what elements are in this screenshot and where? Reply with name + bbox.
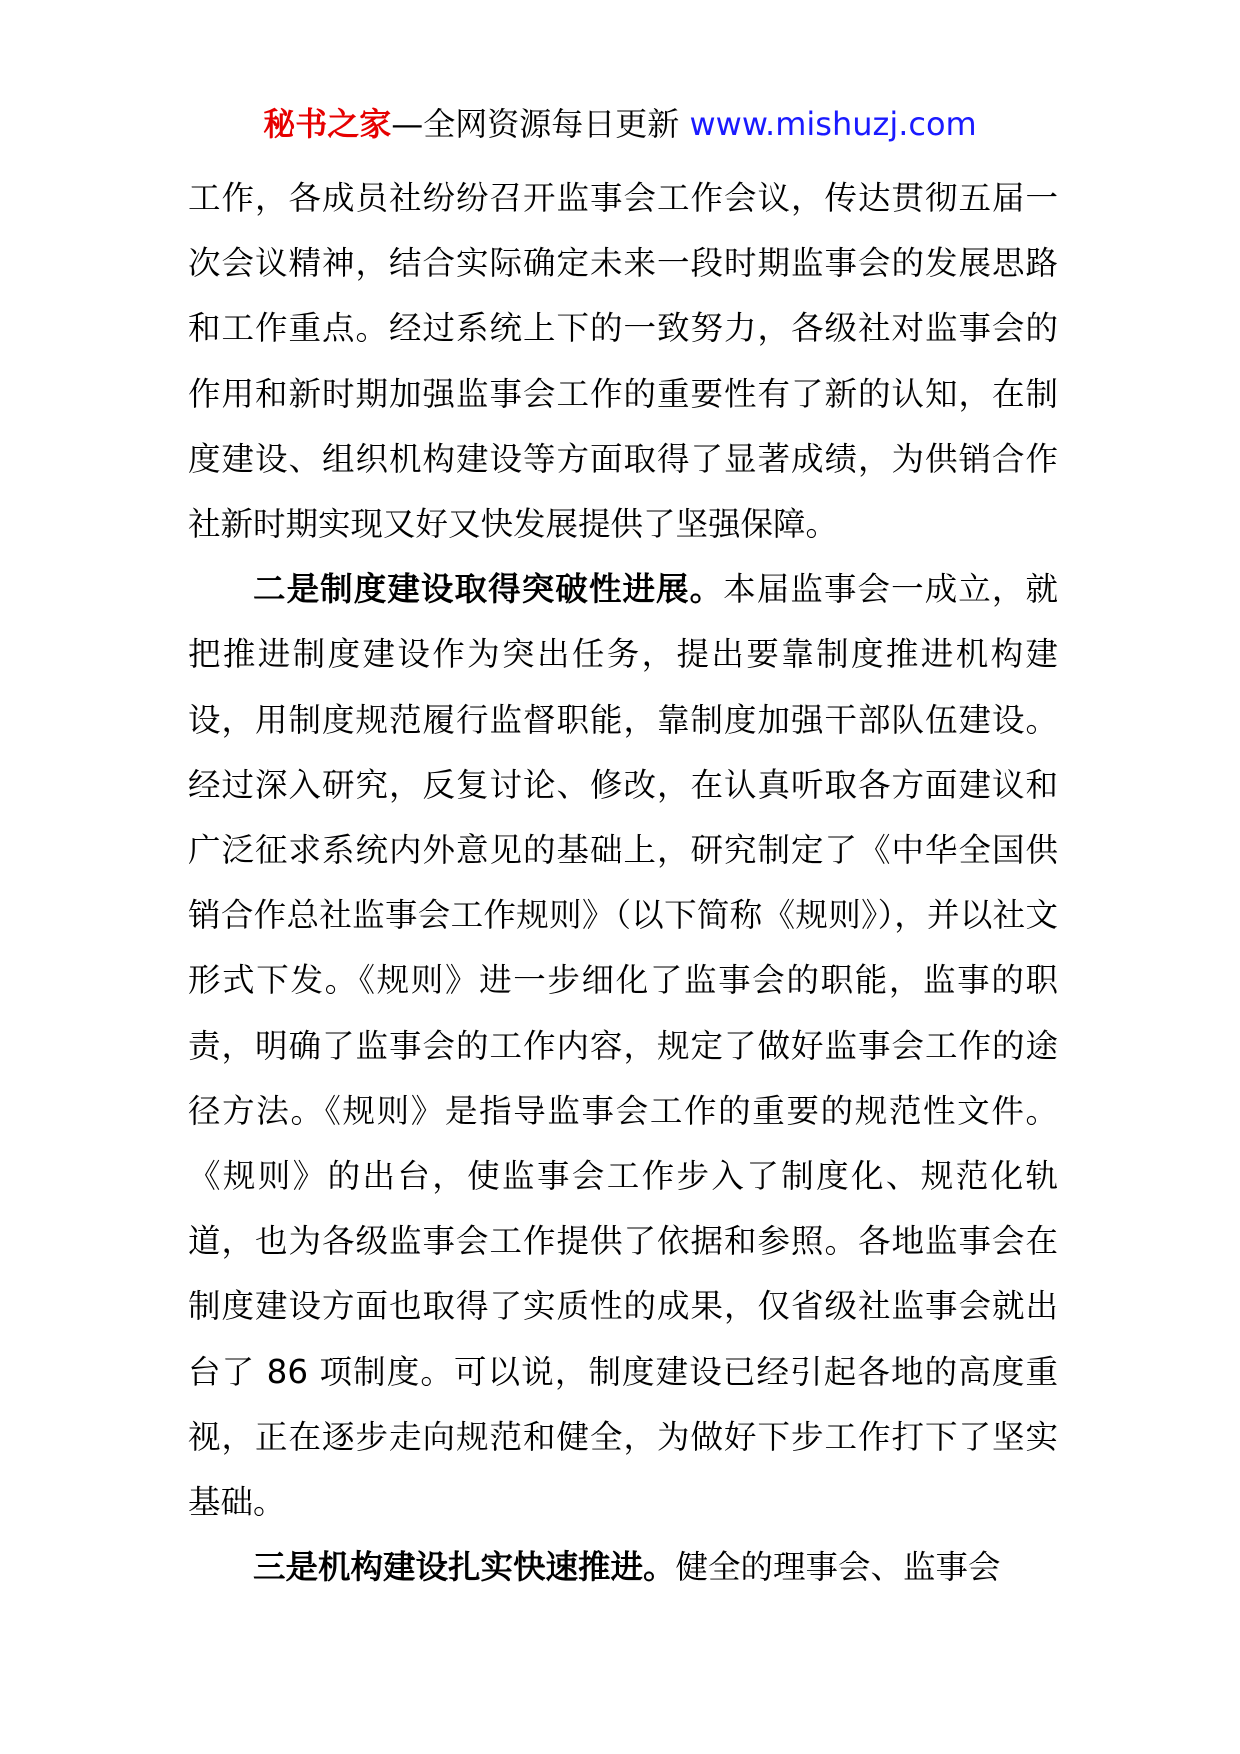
paragraph-continuation [188, 166, 1058, 557]
paragraph-institution-building [188, 557, 1058, 1535]
paragraph-text: 健全的理事会、监事会 [675, 1548, 1001, 1587]
header-brand: 秘书之家 [263, 105, 392, 143]
paragraph-organization-building [188, 1535, 1058, 1600]
paragraph-text: 本届监事会一成立，就把推进制度建设作为突出任务，提出要靠制度推进机构建设，用制度规范履行监督职能，靠制度加强干部队伍建设。经过深入研究，反复讨论、修改，在认真听取各方面建议和广泛征求系统内外意见的基础上，研究制定了《中华全国供销合作总社监事会工作规则》（以下简称《规则》），并以社文形式下发。《规则》进一步细化了监事会的职能，监事的职责，明确了监事会的工作内容，规定了做好监事会工作的途径方法。《规则》是指导监事会工作的重要的规范性文件。《规则》的出台，使监事会工作步入了制度化、规范化轨道，也为各级监事会工作提供了依据和参照。各地监事会在制度建设方面也取得了实质性的成果，仅省级社监事会就出台了 86 项制度。可以说，制度建设已经引起各地的高度重视，正在逐步走向规范和健全，为做好下步工作打下了坚实基础。 [188, 570, 1058, 1522]
header-url: www.mishuzj.com [689, 105, 977, 143]
page-header [0, 100, 1240, 148]
paragraph-lead: 三是机构建设扎实快速推进。 [253, 1548, 676, 1587]
paragraph-text: 工作，各成员社纷纷召开监事会工作会议，传达贯彻五届一次会议精神，结合实际确定未来一段时期监事会的发展思路和工作重点。经过系统上下的一致努力，各级社对监事会的作用和新时期加强监事会工作的重要性有了新的认知，在制度建设、组织机构建设等方面取得了显著成绩，为供销合作社新时期实现又好又快发展提供了坚强保障。 [188, 179, 1058, 544]
header-slogan: —全网资源每日更新 [391, 105, 680, 143]
paragraph-lead: 二是制度建设取得突破性进展。 [253, 570, 724, 609]
document-body [188, 166, 1058, 1600]
